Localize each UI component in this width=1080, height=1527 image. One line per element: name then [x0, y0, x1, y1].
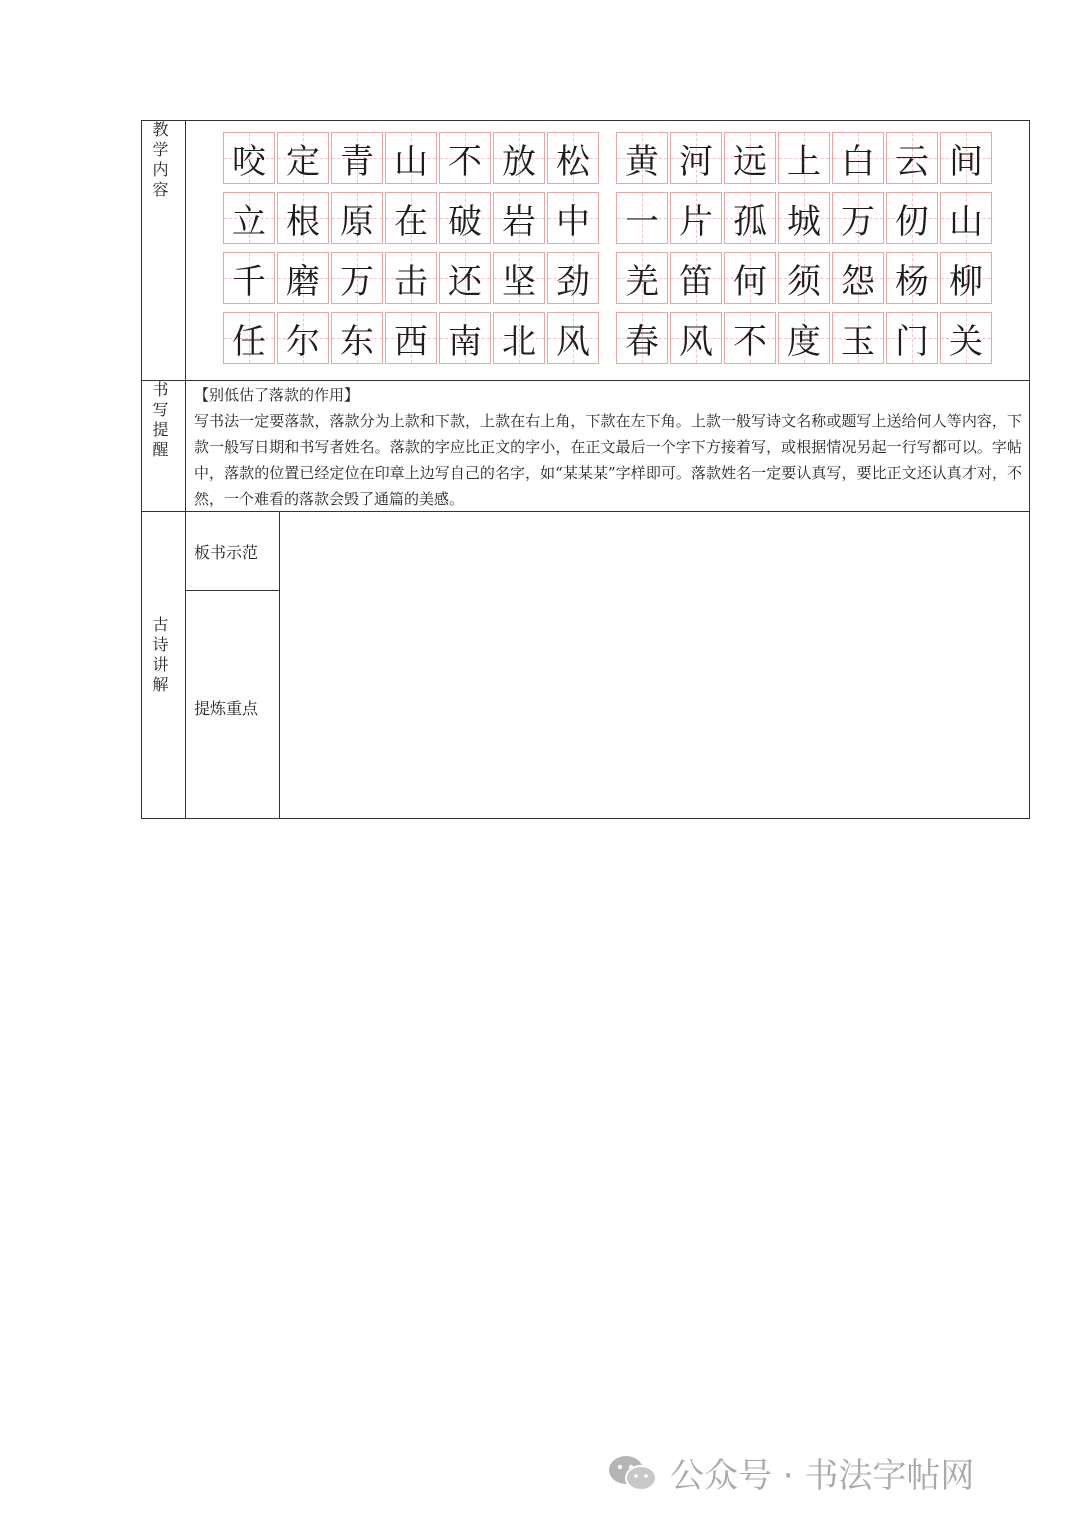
character-glyph: 击	[394, 261, 428, 302]
character-glyph: 还	[448, 261, 482, 302]
character-cell	[493, 312, 545, 364]
character-cell	[277, 312, 329, 364]
character-cell	[778, 312, 830, 364]
character-cell	[223, 132, 275, 184]
character-cell	[493, 192, 545, 244]
character-cell	[547, 252, 599, 304]
character-glyph: 尔	[286, 321, 320, 362]
poem-row-left-2	[223, 192, 601, 246]
character-glyph: 山	[949, 201, 983, 242]
character-cell	[277, 132, 329, 184]
character-glyph: 笛	[679, 261, 713, 302]
character-glyph: 风	[556, 321, 590, 362]
character-cell	[331, 132, 383, 184]
poem-grid-right	[616, 132, 994, 372]
character-glyph: 中	[556, 201, 590, 242]
character-glyph: 上	[787, 141, 821, 182]
character-cell	[778, 192, 830, 244]
character-glyph: 破	[448, 201, 482, 242]
character-cell	[616, 312, 668, 364]
character-glyph: 咬	[232, 141, 266, 182]
character-cell	[832, 192, 884, 244]
character-glyph: 何	[733, 261, 767, 302]
poem-row-left-1	[223, 132, 601, 186]
character-cell	[616, 132, 668, 184]
character-cell	[832, 312, 884, 364]
character-cell	[547, 192, 599, 244]
character-glyph: 山	[394, 141, 428, 182]
row-divider-1	[141, 380, 1030, 381]
character-glyph: 白	[841, 141, 875, 182]
character-cell	[331, 252, 383, 304]
character-cell	[778, 252, 830, 304]
character-glyph: 关	[949, 321, 983, 362]
character-glyph: 南	[448, 321, 482, 362]
character-glyph: 千	[232, 261, 266, 302]
poem-row-left-4	[223, 312, 601, 366]
character-cell	[886, 252, 938, 304]
poem-row-left-3	[223, 252, 601, 306]
character-glyph: 青	[340, 141, 374, 182]
character-glyph: 玉	[841, 321, 875, 362]
character-cell	[385, 252, 437, 304]
character-cell	[493, 132, 545, 184]
character-glyph: 杨	[895, 261, 929, 302]
watermark-text: 公众号 · 书法字帖网	[670, 1456, 975, 1496]
poem-grid-left	[223, 132, 601, 372]
character-cell	[940, 312, 992, 364]
character-glyph: 度	[787, 321, 821, 362]
character-glyph: 柳	[949, 261, 983, 302]
character-glyph: 劲	[556, 261, 590, 302]
wechat-icon	[606, 1453, 660, 1493]
character-cell	[616, 192, 668, 244]
reminder-label-text: 书写提醒	[150, 381, 169, 461]
character-glyph: 根	[286, 201, 320, 242]
character-cell	[832, 252, 884, 304]
character-cell	[223, 312, 275, 364]
character-cell	[547, 312, 599, 364]
character-glyph: 风	[679, 321, 713, 362]
character-glyph: 不	[448, 141, 482, 182]
character-cell	[385, 192, 437, 244]
character-glyph: 不	[733, 321, 767, 362]
character-cell	[832, 132, 884, 184]
character-glyph: 万	[340, 261, 374, 302]
poem-row-right-4	[616, 312, 994, 366]
poem-explain-label	[142, 616, 176, 704]
character-glyph: 北	[502, 321, 536, 362]
character-glyph: 春	[625, 321, 659, 362]
character-cell	[886, 132, 938, 184]
character-cell	[331, 192, 383, 244]
character-glyph: 坚	[502, 261, 536, 302]
teaching-content-label	[142, 121, 176, 209]
character-glyph: 岩	[502, 201, 536, 242]
character-cell	[724, 252, 776, 304]
character-cell	[277, 252, 329, 304]
poem-row-right-1	[616, 132, 994, 186]
character-glyph: 任	[232, 321, 266, 362]
character-glyph: 怨	[841, 261, 875, 302]
character-cell	[385, 132, 437, 184]
character-cell	[547, 132, 599, 184]
character-cell	[724, 312, 776, 364]
character-cell	[439, 132, 491, 184]
character-glyph: 片	[679, 201, 713, 242]
character-cell	[670, 192, 722, 244]
character-cell	[940, 132, 992, 184]
key-points-label: 提炼重点	[194, 699, 259, 718]
character-glyph: 云	[895, 141, 929, 182]
character-cell	[277, 192, 329, 244]
label-column-divider	[185, 120, 186, 819]
teaching-label-text: 教学内容	[150, 121, 169, 201]
character-cell	[778, 132, 830, 184]
character-glyph: 羌	[625, 261, 659, 302]
character-cell	[670, 252, 722, 304]
character-glyph: 须	[787, 261, 821, 302]
poem-label-text: 古诗讲解	[150, 616, 169, 696]
character-cell	[223, 252, 275, 304]
character-cell	[724, 132, 776, 184]
character-cell	[385, 312, 437, 364]
board-demo-label: 板书示范	[194, 543, 259, 562]
character-glyph: 放	[502, 141, 536, 182]
character-cell	[331, 312, 383, 364]
character-glyph: 城	[787, 201, 821, 242]
character-glyph: 松	[556, 141, 590, 182]
character-cell	[940, 252, 992, 304]
character-cell	[886, 312, 938, 364]
reminder-body: 写书法一定要落款，落款分为上款和下款，上款在右上角，下款在左下角。上款一般写诗文名称或题写上送给何人等内容，下款一般写日期和书写者姓名。落款的字应比正文的字小，在正文最后一个字下方接着写，或根据情况另起一行写都可以。字帖中，落款的位置已经定位在印章上边写自己的名字，如“某某某”字样即可。落款姓名一定要认真写，要比正文还认真才对，不然，一个难看的落款会毁了通篇的美感。	[194, 412, 1022, 508]
character-glyph: 立	[232, 201, 266, 242]
character-cell	[493, 252, 545, 304]
character-glyph: 一	[625, 201, 659, 242]
character-glyph: 定	[286, 141, 320, 182]
character-cell	[616, 252, 668, 304]
character-cell	[886, 192, 938, 244]
character-glyph: 原	[340, 201, 374, 242]
character-cell	[439, 192, 491, 244]
character-glyph: 间	[949, 141, 983, 182]
character-glyph: 东	[340, 321, 374, 362]
character-cell	[439, 312, 491, 364]
sub-label-column-divider	[279, 511, 280, 819]
character-glyph: 黄	[625, 141, 659, 182]
character-cell	[223, 192, 275, 244]
sub-label-divider	[185, 590, 279, 591]
character-glyph: 仞	[895, 201, 929, 242]
watermark	[606, 1448, 974, 1497]
character-glyph: 磨	[286, 261, 320, 302]
character-cell	[724, 192, 776, 244]
writing-reminder-label	[142, 381, 176, 469]
character-glyph: 远	[733, 141, 767, 182]
reminder-title: 【别低估了落款的作用】	[194, 386, 360, 404]
character-cell	[670, 132, 722, 184]
character-glyph: 在	[394, 201, 428, 242]
character-glyph: 西	[394, 321, 428, 362]
character-glyph: 河	[679, 141, 713, 182]
character-glyph: 孤	[733, 201, 767, 242]
character-glyph: 万	[841, 201, 875, 242]
poem-row-right-3	[616, 252, 994, 306]
character-cell	[439, 252, 491, 304]
character-cell	[940, 192, 992, 244]
poem-row-right-2	[616, 192, 994, 246]
character-glyph: 门	[895, 321, 929, 362]
character-cell	[670, 312, 722, 364]
